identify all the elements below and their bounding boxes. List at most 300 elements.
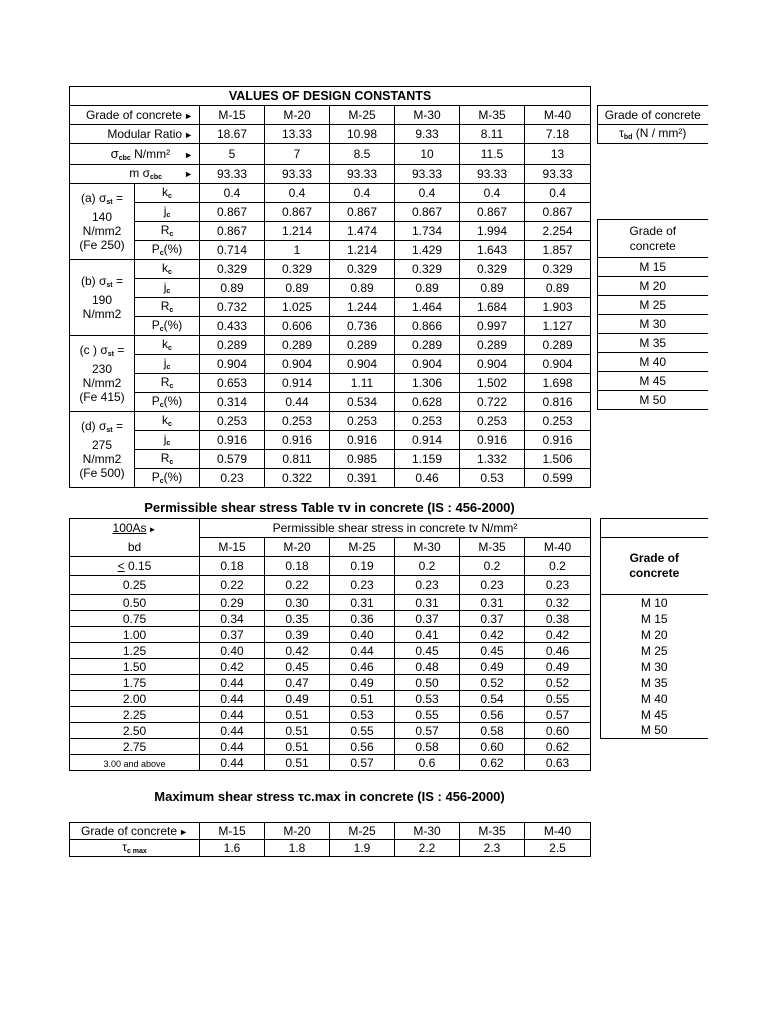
value-cell: 1.684 bbox=[460, 298, 525, 317]
value-cell: 0.653 bbox=[200, 374, 265, 393]
side-row bbox=[601, 723, 708, 739]
value-cell: 0.866 bbox=[395, 317, 460, 336]
value-cell: 8.5 bbox=[330, 144, 395, 165]
table-row bbox=[70, 184, 591, 203]
side-row bbox=[601, 595, 708, 611]
value-cell: 0.579 bbox=[200, 450, 265, 469]
value-cell: 0.916 bbox=[330, 431, 395, 450]
table-row bbox=[70, 675, 591, 691]
side-grade: M 15 bbox=[601, 611, 708, 627]
param-label: $j_c$ bbox=[135, 355, 200, 374]
value-cell: 0.49 bbox=[330, 675, 395, 691]
grade-header: M-40 bbox=[525, 538, 591, 557]
header-row bbox=[70, 519, 591, 538]
design-constants-table bbox=[69, 86, 591, 488]
value-cell: 1.502 bbox=[460, 374, 525, 393]
param-label: $j_c$ bbox=[135, 279, 200, 298]
value-cell: 1.214 bbox=[330, 241, 395, 260]
value-cell: 0.2 bbox=[395, 557, 460, 576]
value-cell: 0.253 bbox=[200, 412, 265, 431]
value-cell: 0.916 bbox=[265, 431, 330, 450]
value-cell: 0.289 bbox=[330, 336, 395, 355]
value-cell: 0.867 bbox=[200, 222, 265, 241]
value-cell: 0.23 bbox=[395, 576, 460, 595]
value-cell: 0.599 bbox=[525, 469, 591, 488]
ratio-header: 100As ► bbox=[70, 519, 200, 538]
header-row bbox=[70, 538, 591, 557]
value-cell: 0.4 bbox=[460, 184, 525, 203]
side-grade: M 45 bbox=[598, 372, 708, 391]
value-cell: 0.32 bbox=[525, 595, 591, 611]
grade-header: M-15 bbox=[200, 538, 265, 557]
table-row bbox=[70, 627, 591, 643]
span-header: Permissible shear stress in concrete tv N/mm² bbox=[200, 519, 591, 538]
param-label: $P_c(\%)$ bbox=[135, 469, 200, 488]
value-cell: 8.11 bbox=[460, 125, 525, 144]
value-cell: 0.322 bbox=[265, 469, 330, 488]
value-cell: 1.159 bbox=[395, 450, 460, 469]
value-cell: 1.734 bbox=[395, 222, 460, 241]
grade-header: M-25 bbox=[330, 538, 395, 557]
value-cell: 1 bbox=[265, 241, 330, 260]
table-row bbox=[70, 691, 591, 707]
table-row bbox=[70, 203, 591, 222]
value-cell: 0.63 bbox=[525, 755, 591, 771]
side-row bbox=[601, 611, 708, 627]
side-grade: M 25 bbox=[601, 643, 708, 659]
grade-label: Grade of concrete ► bbox=[70, 823, 200, 840]
param-label: $P_c(\%)$ bbox=[135, 317, 200, 336]
value-cell: 0.329 bbox=[395, 260, 460, 279]
header-row bbox=[70, 823, 591, 840]
value-cell: 0.44 bbox=[200, 739, 265, 755]
value-cell: 7.18 bbox=[525, 125, 591, 144]
side-gap-row bbox=[598, 144, 708, 220]
side-grade: M 40 bbox=[598, 353, 708, 372]
header-row bbox=[70, 106, 591, 125]
permissible-shear-table bbox=[69, 518, 591, 771]
side-header-row bbox=[601, 538, 708, 595]
side-row bbox=[598, 277, 708, 296]
value-cell: 0.36 bbox=[330, 611, 395, 627]
value-cell: 0.42 bbox=[265, 643, 330, 659]
ratio-cell: 2.25 bbox=[70, 707, 200, 723]
value-cell: 0.534 bbox=[330, 393, 395, 412]
side-row bbox=[598, 258, 708, 277]
side-grade: M 25 bbox=[598, 296, 708, 315]
value-cell: 0.49 bbox=[460, 659, 525, 675]
value-cell: 0.49 bbox=[265, 691, 330, 707]
value-cell: 0.904 bbox=[460, 355, 525, 374]
steel-stress-group: (a) $\sigma_{st}$ = 140 N/mm2 (Fe 250) bbox=[70, 184, 135, 260]
table-row bbox=[70, 431, 591, 450]
value-cell: 0.4 bbox=[395, 184, 460, 203]
value-cell: 0.39 bbox=[265, 627, 330, 643]
value-cell: 1.474 bbox=[330, 222, 395, 241]
shear-grade-side-table bbox=[600, 518, 708, 739]
value-cell: 1.8 bbox=[265, 840, 330, 857]
value-cell: 93.33 bbox=[265, 165, 330, 184]
value-cell: 0.35 bbox=[265, 611, 330, 627]
value-cell: 0.47 bbox=[265, 675, 330, 691]
value-cell: 0.37 bbox=[460, 611, 525, 627]
side-grade: M 35 bbox=[598, 334, 708, 353]
value-cell: 0.37 bbox=[200, 627, 265, 643]
value-cell: 0.916 bbox=[200, 431, 265, 450]
value-cell: 0.253 bbox=[330, 412, 395, 431]
value-cell: 0.904 bbox=[395, 355, 460, 374]
value-cell: 0.45 bbox=[265, 659, 330, 675]
value-cell: 0.44 bbox=[200, 691, 265, 707]
value-cell: 2.5 bbox=[525, 840, 591, 857]
value-cell: 0.46 bbox=[330, 659, 395, 675]
value-cell: 0.23 bbox=[460, 576, 525, 595]
value-cell: 0.45 bbox=[395, 643, 460, 659]
value-cell: 0.55 bbox=[395, 707, 460, 723]
value-cell: 13 bbox=[525, 144, 591, 165]
value-cell: 10 bbox=[395, 144, 460, 165]
value-cell: 0.867 bbox=[330, 203, 395, 222]
value-cell: 0.31 bbox=[330, 595, 395, 611]
table-row bbox=[70, 222, 591, 241]
value-cell: 0.914 bbox=[395, 431, 460, 450]
value-cell: 93.33 bbox=[525, 165, 591, 184]
value-cell: M-15 bbox=[200, 106, 265, 125]
value-cell: 0.4 bbox=[200, 184, 265, 203]
value-cell: 0.56 bbox=[330, 739, 395, 755]
table-row bbox=[70, 450, 591, 469]
value-cell: 0.985 bbox=[330, 450, 395, 469]
side-row bbox=[598, 296, 708, 315]
param-label: $k_c$ bbox=[135, 336, 200, 355]
value-cell: 0.89 bbox=[525, 279, 591, 298]
value-cell: 0.914 bbox=[265, 374, 330, 393]
value-cell: 0.31 bbox=[460, 595, 525, 611]
table-row bbox=[70, 643, 591, 659]
value-cell: M-40 bbox=[525, 106, 591, 125]
value-cell: 0.289 bbox=[525, 336, 591, 355]
value-cell: 0.89 bbox=[200, 279, 265, 298]
side-grade: M 30 bbox=[601, 659, 708, 675]
row-label: m $\sigma_{cbc}$ ► bbox=[70, 165, 200, 184]
value-cell: 1.857 bbox=[525, 241, 591, 260]
value-cell: 0.816 bbox=[525, 393, 591, 412]
param-label: $P_c(\%)$ bbox=[135, 393, 200, 412]
value-cell: 1.11 bbox=[330, 374, 395, 393]
value-cell: 0.253 bbox=[525, 412, 591, 431]
value-cell: 0.314 bbox=[200, 393, 265, 412]
value-cell: 0.52 bbox=[460, 675, 525, 691]
value-cell: 0.628 bbox=[395, 393, 460, 412]
table-row bbox=[70, 260, 591, 279]
value-cell: 0.56 bbox=[460, 707, 525, 723]
ratio-cell: 1.75 bbox=[70, 675, 200, 691]
side-grade: M 30 bbox=[598, 315, 708, 334]
value-cell: 0.289 bbox=[460, 336, 525, 355]
value-cell: 2.254 bbox=[525, 222, 591, 241]
param-label: $R_c$ bbox=[135, 374, 200, 393]
param-label: $R_c$ bbox=[135, 298, 200, 317]
value-cell: 0.391 bbox=[330, 469, 395, 488]
side-row bbox=[598, 372, 708, 391]
side-row bbox=[601, 627, 708, 643]
value-cell: 0.22 bbox=[265, 576, 330, 595]
value-cell: 11.5 bbox=[460, 144, 525, 165]
value-cell: 0.289 bbox=[265, 336, 330, 355]
table-row bbox=[70, 840, 591, 857]
value-cell: 0.54 bbox=[460, 691, 525, 707]
grade-header: M-35 bbox=[460, 538, 525, 557]
table-row bbox=[70, 469, 591, 488]
ratio-header: bd bbox=[70, 538, 200, 557]
value-cell: 0.4 bbox=[265, 184, 330, 203]
side-grade: M 45 bbox=[601, 707, 708, 723]
steel-stress-group: (c ) $\sigma_{st}$ = 230 N/mm2 (Fe 415) bbox=[70, 336, 135, 412]
value-cell: 93.33 bbox=[200, 165, 265, 184]
side-row bbox=[598, 353, 708, 372]
param-label: $j_c$ bbox=[135, 431, 200, 450]
value-cell: 0.53 bbox=[330, 707, 395, 723]
table-row bbox=[70, 279, 591, 298]
value-cell: 7 bbox=[265, 144, 330, 165]
grade-header: M-30 bbox=[395, 538, 460, 557]
value-cell: 0.51 bbox=[265, 739, 330, 755]
table-row bbox=[70, 317, 591, 336]
value-cell: 93.33 bbox=[330, 165, 395, 184]
value-cell: 0.22 bbox=[200, 576, 265, 595]
value-cell: 1.903 bbox=[525, 298, 591, 317]
value-cell: 0.2 bbox=[460, 557, 525, 576]
value-cell: 0.40 bbox=[200, 643, 265, 659]
value-cell: 0.57 bbox=[330, 755, 395, 771]
value-cell: 0.46 bbox=[395, 469, 460, 488]
table-row bbox=[70, 755, 591, 771]
table-row bbox=[70, 298, 591, 317]
value-cell: 0.55 bbox=[330, 723, 395, 739]
value-cell: 0.6 bbox=[395, 755, 460, 771]
value-cell: 0.45 bbox=[460, 643, 525, 659]
side-gap-row bbox=[601, 519, 708, 538]
value-cell: 93.33 bbox=[460, 165, 525, 184]
side-row bbox=[601, 675, 708, 691]
value-cell: 0.916 bbox=[460, 431, 525, 450]
value-cell: 0.51 bbox=[265, 755, 330, 771]
value-cell: 1.214 bbox=[265, 222, 330, 241]
value-cell: M-25 bbox=[330, 106, 395, 125]
side-grade: M 15 bbox=[598, 258, 708, 277]
side-gap bbox=[601, 519, 708, 538]
value-cell: 0.57 bbox=[525, 707, 591, 723]
table-row bbox=[70, 557, 591, 576]
value-cell: 1.994 bbox=[460, 222, 525, 241]
value-cell: 0.4 bbox=[525, 184, 591, 203]
value-cell: 0.52 bbox=[525, 675, 591, 691]
ratio-cell: 0.75 bbox=[70, 611, 200, 627]
table-row bbox=[70, 723, 591, 739]
value-cell: 0.40 bbox=[330, 627, 395, 643]
value-cell: 1.464 bbox=[395, 298, 460, 317]
steel-stress-group: (b) $\sigma_{st}$ = 190 N/mm2 bbox=[70, 260, 135, 336]
grade-header: M-20 bbox=[265, 823, 330, 840]
value-cell: 0.18 bbox=[200, 557, 265, 576]
row-label: Modular Ratio ► bbox=[70, 125, 200, 144]
value-cell: 0.4 bbox=[330, 184, 395, 203]
value-cell: 0.329 bbox=[330, 260, 395, 279]
side-grade: M 50 bbox=[601, 723, 708, 739]
value-cell: 0.329 bbox=[460, 260, 525, 279]
grade-header: M-15 bbox=[200, 823, 265, 840]
shear-table-caption: Permissible shear stress Table τv in concrete (IS : 456-2000) bbox=[144, 500, 515, 515]
value-cell: M-20 bbox=[265, 106, 330, 125]
value-cell: 0.904 bbox=[200, 355, 265, 374]
side-grade: M 20 bbox=[598, 277, 708, 296]
table-row bbox=[70, 576, 591, 595]
grade-header: M-40 bbox=[525, 823, 591, 840]
side-grade: M 10 bbox=[601, 595, 708, 611]
value-cell: 0.37 bbox=[395, 611, 460, 627]
grade-header: M-35 bbox=[460, 823, 525, 840]
value-cell: 0.732 bbox=[200, 298, 265, 317]
value-cell: 0.44 bbox=[200, 723, 265, 739]
value-cell: 2.3 bbox=[460, 840, 525, 857]
value-cell: 1.127 bbox=[525, 317, 591, 336]
value-cell: 0.736 bbox=[330, 317, 395, 336]
param-label: $k_c$ bbox=[135, 260, 200, 279]
value-cell: 9.33 bbox=[395, 125, 460, 144]
side-header-row bbox=[598, 125, 708, 144]
side-row bbox=[601, 691, 708, 707]
value-cell: 0.44 bbox=[200, 707, 265, 723]
value-cell: 0.289 bbox=[395, 336, 460, 355]
table-row bbox=[70, 355, 591, 374]
ratio-cell: 0.25 bbox=[70, 576, 200, 595]
table-row bbox=[70, 412, 591, 431]
value-cell: 0.46 bbox=[525, 643, 591, 659]
steel-stress-group: (d) $\sigma_{st}$ = 275 N/mm2 (Fe 500) bbox=[70, 412, 135, 488]
max-shear-table bbox=[69, 822, 591, 857]
param-label: $k_c$ bbox=[135, 184, 200, 203]
value-cell: 0.48 bbox=[395, 659, 460, 675]
ratio-cell: 0.50 bbox=[70, 595, 200, 611]
value-cell: 0.433 bbox=[200, 317, 265, 336]
side-header: Grade of concrete bbox=[601, 538, 708, 595]
value-cell: 10.98 bbox=[330, 125, 395, 144]
row-label: $\tau_{c max}$ bbox=[70, 840, 200, 857]
param-label: $k_c$ bbox=[135, 412, 200, 431]
value-cell: 0.89 bbox=[395, 279, 460, 298]
value-cell: 0.867 bbox=[200, 203, 265, 222]
value-cell: 0.62 bbox=[525, 739, 591, 755]
value-cell: 0.49 bbox=[525, 659, 591, 675]
value-cell: M-35 bbox=[460, 106, 525, 125]
value-cell: 0.31 bbox=[395, 595, 460, 611]
side-header-row bbox=[598, 220, 708, 258]
value-cell: 0.867 bbox=[460, 203, 525, 222]
value-cell: M-30 bbox=[395, 106, 460, 125]
side-header: Grade of concrete bbox=[598, 106, 708, 125]
value-cell: 0.38 bbox=[525, 611, 591, 627]
value-cell: 0.253 bbox=[395, 412, 460, 431]
table-row bbox=[70, 659, 591, 675]
value-cell: 1.698 bbox=[525, 374, 591, 393]
ratio-cell: 1.25 bbox=[70, 643, 200, 659]
value-cell: 0.329 bbox=[200, 260, 265, 279]
ratio-cell: 1.50 bbox=[70, 659, 200, 675]
value-cell: 0.41 bbox=[395, 627, 460, 643]
value-cell: 0.57 bbox=[395, 723, 460, 739]
value-cell: 0.29 bbox=[200, 595, 265, 611]
side-row bbox=[598, 315, 708, 334]
value-cell: 0.867 bbox=[395, 203, 460, 222]
value-cell: 0.23 bbox=[330, 576, 395, 595]
value-cell: 0.44 bbox=[265, 393, 330, 412]
side-header-row bbox=[598, 106, 708, 125]
value-cell: 0.811 bbox=[265, 450, 330, 469]
title-row bbox=[70, 87, 591, 106]
ratio-cell: < 0.15 bbox=[70, 557, 200, 576]
value-cell: 0.58 bbox=[395, 739, 460, 755]
value-cell: 0.44 bbox=[330, 643, 395, 659]
value-cell: 0.53 bbox=[460, 469, 525, 488]
value-cell: 0.329 bbox=[525, 260, 591, 279]
value-cell: 0.50 bbox=[395, 675, 460, 691]
grade-header: M-20 bbox=[265, 538, 330, 557]
value-cell: 1.429 bbox=[395, 241, 460, 260]
value-cell: 0.42 bbox=[460, 627, 525, 643]
ratio-cell: 2.50 bbox=[70, 723, 200, 739]
table-title: VALUES OF DESIGN CONSTANTS bbox=[70, 87, 591, 106]
value-cell: 0.19 bbox=[330, 557, 395, 576]
side-grade: M 50 bbox=[598, 391, 708, 410]
ratio-cell: 2.75 bbox=[70, 739, 200, 755]
side-row bbox=[598, 391, 708, 410]
side-grade: M 35 bbox=[601, 675, 708, 691]
value-cell: 0.89 bbox=[330, 279, 395, 298]
value-cell: 0.904 bbox=[265, 355, 330, 374]
value-cell: 0.42 bbox=[525, 627, 591, 643]
grade-header: M-25 bbox=[330, 823, 395, 840]
value-cell: 5 bbox=[200, 144, 265, 165]
value-cell: 0.58 bbox=[460, 723, 525, 739]
value-cell: 0.44 bbox=[200, 675, 265, 691]
value-cell: 18.67 bbox=[200, 125, 265, 144]
side-header: Grade of concrete bbox=[598, 220, 708, 258]
side-gap bbox=[598, 144, 708, 220]
value-cell: 1.332 bbox=[460, 450, 525, 469]
param-label: $j_c$ bbox=[135, 203, 200, 222]
value-cell: 0.18 bbox=[265, 557, 330, 576]
value-cell: 0.51 bbox=[265, 723, 330, 739]
value-cell: 0.89 bbox=[265, 279, 330, 298]
max-shear-caption: Maximum shear stress τc.max in concrete (IS : 456-2000) bbox=[154, 789, 505, 804]
header-row bbox=[70, 125, 591, 144]
value-cell: 0.997 bbox=[460, 317, 525, 336]
grade-header: M-30 bbox=[395, 823, 460, 840]
param-label: $R_c$ bbox=[135, 222, 200, 241]
value-cell: 0.53 bbox=[395, 691, 460, 707]
param-label: $R_c$ bbox=[135, 450, 200, 469]
row-label: $\sigma_{cbc}$ N/mm² ► bbox=[70, 144, 200, 165]
value-cell: 0.62 bbox=[460, 755, 525, 771]
ratio-cell: 2.00 bbox=[70, 691, 200, 707]
value-cell: 1.9 bbox=[330, 840, 395, 857]
value-cell: 0.23 bbox=[525, 576, 591, 595]
value-cell: 0.2 bbox=[525, 557, 591, 576]
value-cell: 0.253 bbox=[460, 412, 525, 431]
side-row bbox=[601, 659, 708, 675]
value-cell: 0.289 bbox=[200, 336, 265, 355]
value-cell: 1.306 bbox=[395, 374, 460, 393]
